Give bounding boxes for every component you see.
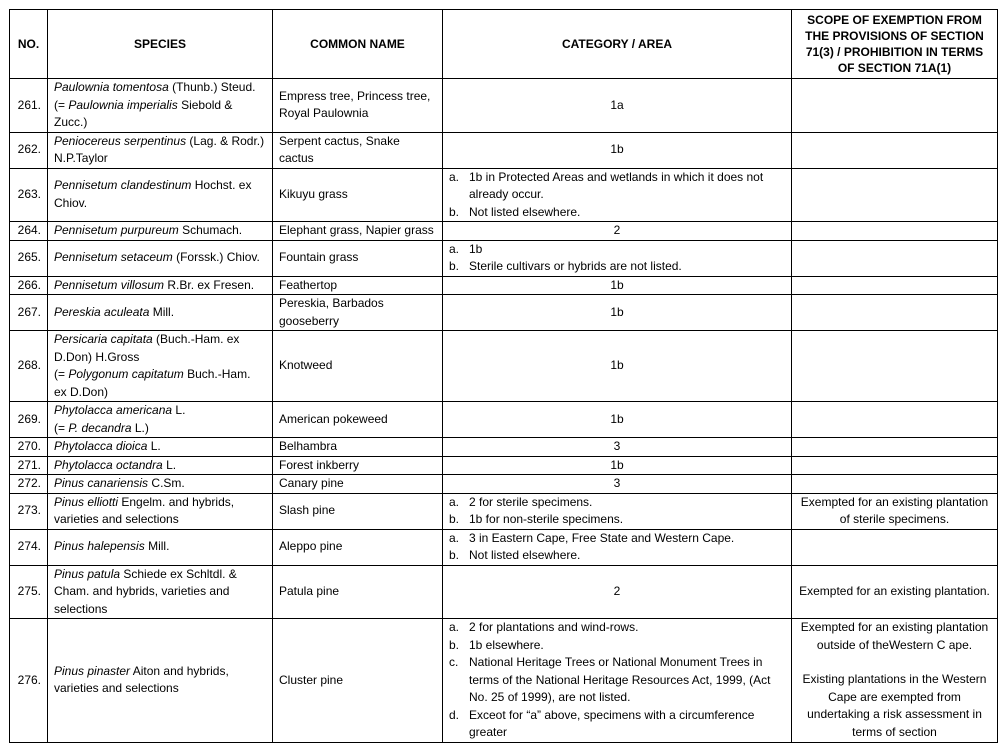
header-common-name: COMMON NAME (273, 10, 443, 79)
species-name: Pennisetum villosum (54, 277, 165, 292)
species-authority: Mill. (144, 539, 170, 554)
row-number: 266. (10, 276, 48, 295)
table-row (10, 493, 998, 529)
option-text: Not listed elsewhere. (469, 204, 581, 219)
species-name: Paulownia tomentosa (54, 80, 169, 94)
common-name-cell: Aleppo pine (273, 529, 443, 565)
scope-cell (792, 168, 998, 222)
table-body (10, 79, 998, 743)
species-cell (48, 402, 273, 438)
species-cell (48, 295, 273, 331)
option-letter: b. (449, 548, 460, 562)
category-cell (443, 240, 792, 276)
option-letter: a. (449, 494, 460, 509)
category-option (449, 494, 785, 512)
species-cell (48, 79, 273, 133)
synonym-open: (= (54, 97, 69, 112)
species-authority: L. (172, 403, 186, 417)
species-cell (48, 529, 273, 565)
option-letter: a. (449, 169, 460, 184)
scope-cell (792, 276, 998, 295)
common-name-cell: Belhambra (273, 438, 443, 457)
table-row (10, 276, 998, 295)
species-authority: Engelm. and hybrids, varieties and selections (54, 494, 235, 526)
category-option (449, 169, 785, 204)
category-options (449, 169, 785, 222)
species-name: Persicaria capitata (54, 332, 153, 346)
table-row (10, 168, 998, 222)
table-row (10, 132, 998, 168)
header-no: NO. (10, 10, 48, 79)
species-name: Phytolacca dioica (54, 439, 148, 453)
species-authority: (Buch.-Ham. ex D.Don) H.Gross (54, 332, 240, 364)
species-authority: Hochst. ex Chiov. (54, 178, 252, 210)
scope-cell: Exempted for an existing plantation of sterile specimens. (792, 493, 998, 529)
scope-cell (792, 222, 998, 241)
common-name-cell: Cluster pine (273, 619, 443, 743)
scope-cell (792, 438, 998, 457)
species-cell (48, 276, 273, 295)
synonym-authority: Siebold & Zucc.) (54, 97, 233, 129)
category-option (449, 637, 785, 655)
species-authority: Schiede ex Schltdl. & Cham. and hybrids, varieties and selections (54, 566, 237, 616)
option-text: 1b (469, 241, 483, 256)
species-authority: R.Br. ex Fresen. (164, 277, 255, 292)
synonym-open: (= (54, 367, 69, 381)
category-cell: 2 (443, 222, 792, 241)
common-name-cell: Slash pine (273, 493, 443, 529)
species-table (9, 9, 998, 743)
scope-cell (792, 331, 998, 402)
row-number: 268. (10, 331, 48, 402)
header-species: SPECIES (48, 10, 273, 79)
category-option (449, 619, 785, 637)
common-name-cell: Serpent cactus, Snake cactus (273, 132, 443, 168)
synonym-name: Paulownia imperialis (68, 97, 178, 112)
table-row (10, 529, 998, 565)
option-letter: a. (449, 620, 460, 634)
category-option (449, 241, 785, 259)
scope-cell (792, 295, 998, 331)
row-number: 275. (10, 565, 48, 619)
category-cell (443, 493, 792, 529)
scope-text-2: Existing plantations in the Western Cape are exempted from undertaking a risk assessment in terms of section (802, 672, 987, 739)
category-option (449, 258, 785, 276)
category-cell: 3 (443, 438, 792, 457)
synonym-authority: L.) (131, 420, 149, 435)
category-option (449, 204, 785, 222)
row-number: 274. (10, 529, 48, 565)
option-letter: b. (449, 204, 460, 219)
common-name-cell: Feathertop (273, 276, 443, 295)
scope-cell (792, 240, 998, 276)
option-text: 1b elsewhere. (469, 637, 544, 652)
row-number: 263. (10, 168, 48, 222)
species-cell (48, 456, 273, 475)
species-name: Pennisetum clandestinum (54, 178, 192, 193)
option-letter: d. (449, 707, 460, 722)
synonym-name: P. decandra (68, 420, 132, 435)
scope-cell (792, 456, 998, 475)
category-options (449, 241, 785, 276)
species-cell (48, 438, 273, 457)
option-text: 2 for plantations and wind-rows. (469, 620, 639, 634)
category-cell: 3 (443, 475, 792, 494)
table-row (10, 402, 998, 438)
table-row (10, 331, 998, 402)
species-authority: L. (147, 439, 161, 453)
scope-cell (792, 79, 998, 133)
species-cell (48, 222, 273, 241)
synonym-authority: Buch.-Ham. ex D.Don) (54, 367, 251, 399)
option-letter: a. (449, 530, 460, 545)
category-option (449, 707, 785, 742)
table-row (10, 475, 998, 494)
species-authority: Mill. (149, 304, 175, 319)
option-text: Sterile cultivars or hybrids are not listed. (469, 259, 682, 273)
category-option (449, 654, 785, 707)
species-cell (48, 565, 273, 619)
common-name-cell: Empress tree, Princess tree, Royal Paulownia (273, 79, 443, 133)
species-cell (48, 331, 273, 402)
row-number: 262. (10, 132, 48, 168)
option-text: National Heritage Trees or National Monument Trees in terms of the National Heritage Resources Act, 1999, (Act No. 25 of 1999), are not listed. (469, 655, 771, 704)
species-cell (48, 168, 273, 222)
category-cell (443, 619, 792, 743)
category-option (449, 511, 785, 529)
category-cell: 1b (443, 276, 792, 295)
option-letter: b. (449, 259, 460, 273)
row-number: 272. (10, 475, 48, 494)
common-name-cell: American pokeweed (273, 402, 443, 438)
header-scope-of-exemption: SCOPE OF EXEMPTION FROM THE PROVISIONS OF SECTION 71(3) / PROHIBITION IN TERMS OF SECTION 71A(1) (792, 10, 998, 79)
row-number: 264. (10, 222, 48, 241)
table-row (10, 295, 998, 331)
option-letter: c. (449, 655, 459, 669)
table-row (10, 619, 998, 743)
option-text: 1b for non-sterile specimens. (469, 512, 624, 526)
species-cell (48, 240, 273, 276)
scope-cell (792, 475, 998, 494)
category-cell: 1b (443, 402, 792, 438)
category-cell: 1b (443, 295, 792, 331)
common-name-cell: Knotweed (273, 331, 443, 402)
scope-text: Exempted for an existing plantation outside of theWestern C ape. (800, 620, 989, 652)
option-text: 3 in Eastern Cape, Free State and Western Cape. (469, 530, 735, 545)
common-name-cell: Forest inkberry (273, 456, 443, 475)
table-row (10, 79, 998, 133)
common-name-cell: Pereskia, Barbados gooseberry (273, 295, 443, 331)
row-number: 265. (10, 240, 48, 276)
row-number: 261. (10, 79, 48, 133)
species-authority: Schumach. (178, 223, 243, 237)
species-cell (48, 132, 273, 168)
category-options (449, 530, 785, 565)
table-row (10, 240, 998, 276)
category-cell: 2 (443, 565, 792, 619)
category-cell (443, 168, 792, 222)
scope-cell (792, 402, 998, 438)
species-authority: C.Sm. (148, 476, 185, 490)
row-number: 276. (10, 619, 48, 743)
option-letter: a. (449, 241, 460, 256)
category-cell: 1b (443, 132, 792, 168)
scope-cell (792, 132, 998, 168)
species-name: Pinus patula (54, 566, 121, 581)
category-cell: 1a (443, 79, 792, 133)
row-number: 273. (10, 493, 48, 529)
species-name: Pennisetum setaceum (54, 250, 173, 265)
table-row (10, 456, 998, 475)
common-name-cell: Elephant grass, Napier grass (273, 222, 443, 241)
header-category-area: CATEGORY / AREA (443, 10, 792, 79)
species-authority: L. (162, 457, 177, 472)
row-number: 271. (10, 456, 48, 475)
species-name: Peniocereus serpentinus (54, 133, 187, 148)
category-cell (443, 529, 792, 565)
synonym-name: Polygonum capitatum (68, 367, 184, 381)
scope-cell (792, 529, 998, 565)
species-name: Pinus elliotti (54, 494, 119, 509)
species-cell (48, 619, 273, 743)
scope-cell (792, 619, 998, 743)
species-name: Phytolacca octandra (54, 457, 163, 472)
species-authority: (Lag. & Rodr.) N.P.Taylor (54, 133, 265, 165)
category-options (449, 619, 785, 742)
species-name: Phytolacca americana (54, 403, 173, 417)
scope-cell: Exempted for an existing plantation. (792, 565, 998, 619)
table-row (10, 565, 998, 619)
species-authority: (Thunb.) Steud. (168, 80, 256, 94)
category-cell: 1b (443, 331, 792, 402)
option-text: Not listed elsewhere. (469, 548, 581, 562)
option-text: 1b in Protected Areas and wetlands in which it does not already occur. (469, 169, 764, 201)
synonym-open: (= (54, 420, 69, 435)
species-name: Pinus canariensis (54, 476, 149, 490)
option-letter: b. (449, 637, 460, 652)
common-name-cell: Fountain grass (273, 240, 443, 276)
species-cell (48, 475, 273, 494)
category-options (449, 494, 785, 529)
row-number: 267. (10, 295, 48, 331)
species-name: Pinus pinaster (54, 663, 131, 678)
table-row (10, 222, 998, 241)
row-number: 269. (10, 402, 48, 438)
category-option (449, 547, 785, 565)
species-cell (48, 493, 273, 529)
species-name: Pinus halepensis (54, 539, 145, 554)
option-text: 2 for sterile specimens. (469, 494, 593, 509)
option-text: Exceot for “a” above, specimens with a circumference greater (469, 707, 755, 739)
category-cell: 1b (443, 456, 792, 475)
table-header-row (10, 10, 998, 79)
species-authority: Aiton and hybrids, varieties and selections (54, 663, 229, 696)
table-row (10, 438, 998, 457)
common-name-cell: Patula pine (273, 565, 443, 619)
option-letter: b. (449, 512, 460, 526)
species-name: Pereskia aculeata (54, 304, 150, 319)
category-option (449, 530, 785, 548)
species-name: Pennisetum purpureum (54, 223, 179, 237)
species-authority: (Forssk.) Chiov. (172, 250, 260, 265)
row-number: 270. (10, 438, 48, 457)
common-name-cell: Canary pine (273, 475, 443, 494)
scope-gap (798, 654, 991, 671)
common-name-cell: Kikuyu grass (273, 168, 443, 222)
